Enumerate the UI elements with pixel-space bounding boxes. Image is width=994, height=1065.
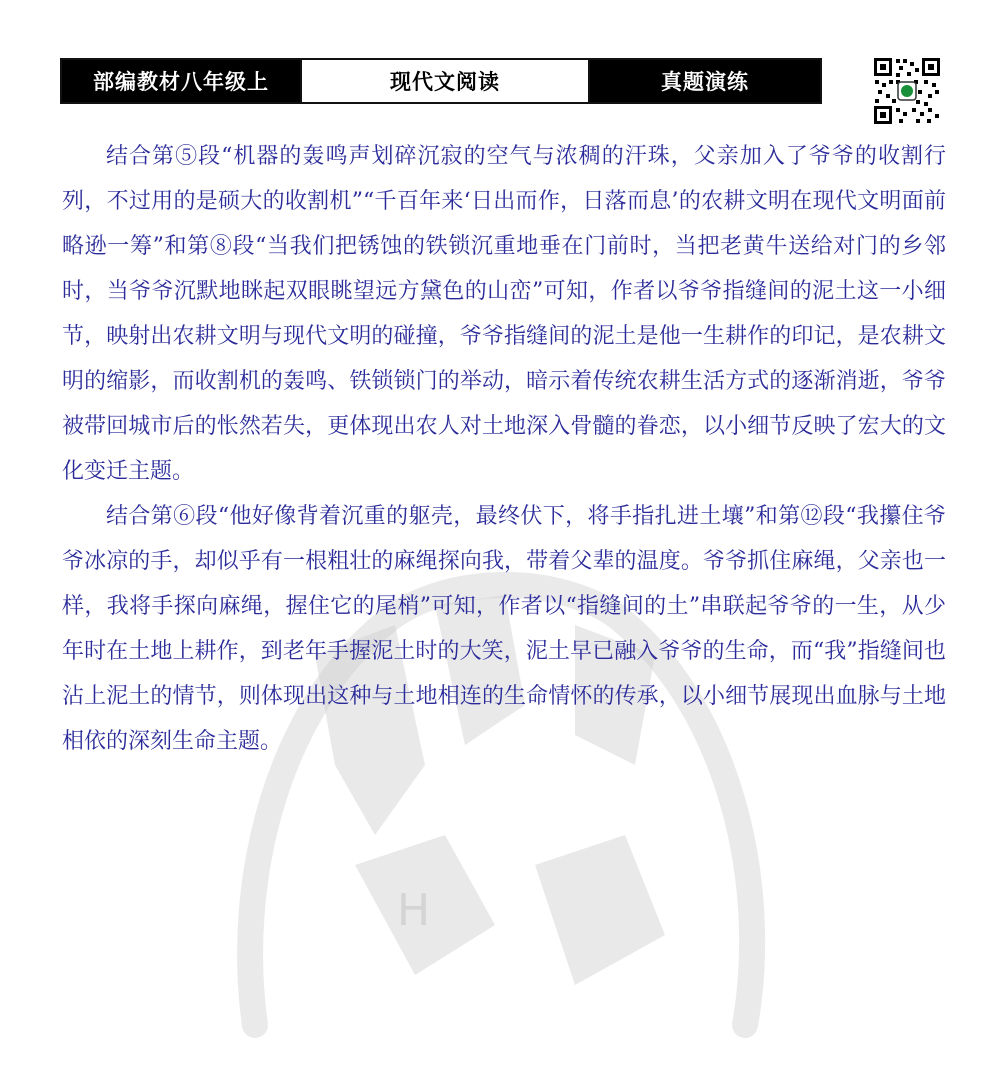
article-body (62, 134, 946, 764)
header-right-label: 真题演练 (590, 60, 820, 102)
paragraph-1: 结合第⑤段“机器的轰鸣声划碎沉寂的空气与浓稠的汗珠，父亲加入了爷爷的收割行列，不过用的是硕大的收割机”“千百年来‘日出而作，日落而息’的农耕文明在现代文明面前略逊一筹”和第⑧段“当我们把锈蚀的铁锁沉重地垂在门前时，当把老黄牛送给对门的乡邻时，当爷爷沉默地眯起双眼眺望远方黛色的山峦”可知，作者以爷爷指缝间的泥土这一小细节，映射出农耕文明与现代文明的碰撞，爷爷指缝间的泥土是他一生耕作的印记，是农耕文明的缩影，而收割机的轰鸣、铁锁锁门的举动，暗示着传统农耕生活方式的逐渐消逝，爷爷被带回城市后的怅然若失，更体现出农人对土地深入骨髓的眷恋，以小细节反映了宏大的文化变迁主题。 (62, 144, 947, 484)
paragraph-2: 结合第⑥段“他好像背着沉重的躯壳，最终伏下，将手指扎进土壤”和第⑫段“我攥住爷爷冰凉的手，却似乎有一根粗壮的麻绳探向我，带着父辈的温度。爷爷抓住麻绳，父亲也一样，我将手探向麻绳，握住它的尾梢”可知，作者以“指缝间的土”串联起爷爷的一生，从少年时在土地上耕作，到老年手握泥土时的大笑，泥土早已融入爷爷的生命，而“我”指缝间也沾上泥土的情节，则体现出这种与土地相连的生命情怀的传承，以小细节展现出血脉与土地相依的深刻生命主题。 (62, 504, 946, 754)
qr-code-icon (872, 56, 942, 126)
header-center-label: 现代文阅读 (300, 60, 590, 102)
header-left-label: 部编教材八年级上 (62, 60, 300, 102)
watermark-letter: H (397, 885, 431, 936)
header-bar (60, 58, 822, 104)
